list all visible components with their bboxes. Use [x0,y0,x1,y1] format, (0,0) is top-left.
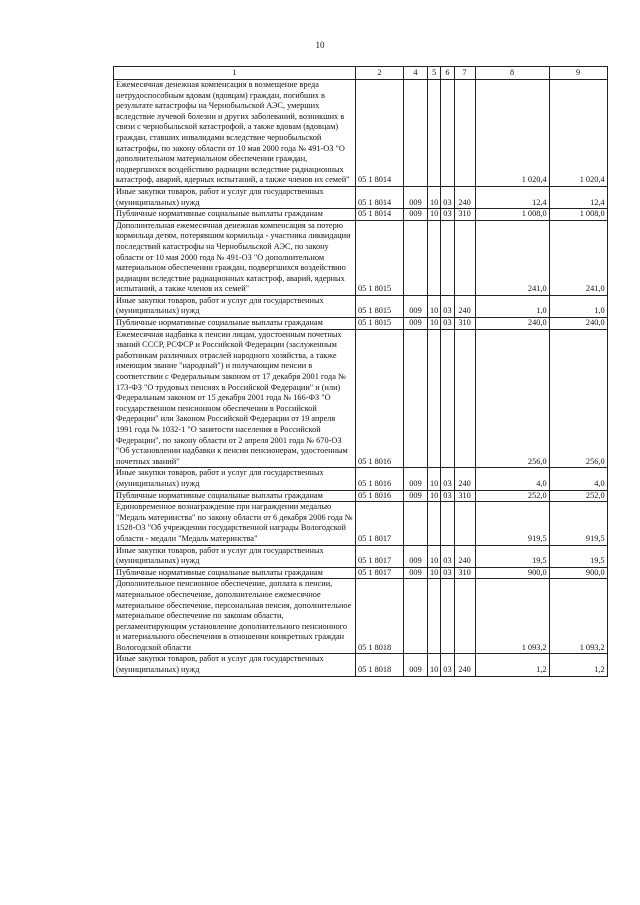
row-c7: 240 [454,295,475,317]
row-c9: 900,0 [549,567,607,579]
row-c6 [441,220,454,295]
row-c4 [404,220,428,295]
table-row [114,80,608,187]
row-c6: 03 [441,490,454,502]
row-c6: 03 [441,318,454,330]
row-c5: 10 [428,468,441,490]
row-c9: 241,0 [549,220,607,295]
row-c6: 03 [441,468,454,490]
row-c4: 009 [404,490,428,502]
row-c9: 919,5 [549,502,607,545]
row-c9: 1,0 [549,295,607,317]
column-header: 8 [475,67,549,80]
row-c4 [404,502,428,545]
table-row [114,329,608,468]
table-row [114,567,608,579]
row-c5 [428,220,441,295]
column-header: 4 [404,67,428,80]
row-name: Ежемесячная надбавка к пенсии лицам, удостоенным почетных званий СССР, РСФСР и Российской Федерации (заслуженным работникам различных отраслей народного хозяйства, а также имеющим звание "народный") и получающим пенсии в соответствии с Федеральным законом от 17 декабря 2001 года № 173-ФЗ "О трудовых пенсиях в Российской Федерации" и (или) Федеральным законом от 15 декабря 2001 года № 166-ФЗ "О государственном пенсионном обеспечении в Российской Федерации" или Законом Российской Федерации от 19 апреля 1991 года № 1032-1 "О занятости населения в Российской Федерации", по закону области от 2 апреля 2001 года № 670-ОЗ "Об установлении надбавки к пенсии пенсионерам, удостоенным почетных званий" [114,329,356,468]
row-c5 [428,579,441,654]
column-header: 6 [441,67,454,80]
row-name: Иные закупки товаров, работ и услуг для государственных (муниципальных) нужд [114,654,356,676]
row-c5: 10 [428,295,441,317]
table-row [114,654,608,676]
row-c7 [454,329,475,468]
row-c8: 19,5 [475,545,549,567]
row-code: 05 1 8017 [356,502,404,545]
column-header: 7 [454,67,475,80]
row-c9: 240,0 [549,318,607,330]
row-code: 05 1 8016 [356,329,404,468]
row-c7: 310 [454,209,475,221]
row-code: 05 1 8017 [356,545,404,567]
row-code: 05 1 8015 [356,220,404,295]
row-c8: 12,4 [475,186,549,208]
row-c4: 009 [404,567,428,579]
row-c6: 03 [441,545,454,567]
budget-table [113,66,608,677]
row-c8: 1 093,2 [475,579,549,654]
row-name: Публичные нормативные социальные выплаты гражданам [114,209,356,221]
row-c7 [454,502,475,545]
row-c4 [404,80,428,187]
row-c9: 19,5 [549,545,607,567]
row-name: Иные закупки товаров, работ и услуг для государственных (муниципальных) нужд [114,468,356,490]
row-name: Публичные нормативные социальные выплаты гражданам [114,490,356,502]
row-c4: 009 [404,186,428,208]
table-header-row [114,67,608,80]
row-c4: 009 [404,468,428,490]
row-code: 05 1 8016 [356,490,404,502]
row-c7: 240 [454,468,475,490]
row-c7 [454,220,475,295]
row-code: 05 1 8015 [356,318,404,330]
row-name: Иные закупки товаров, работ и услуг для государственных (муниципальных) нужд [114,545,356,567]
row-name: Публичные нормативные социальные выплаты гражданам [114,567,356,579]
column-header: 9 [549,67,607,80]
row-c8: 900,0 [475,567,549,579]
row-code: 05 1 8014 [356,209,404,221]
table-row [114,209,608,221]
row-c7: 310 [454,567,475,579]
row-c4: 009 [404,654,428,676]
row-c8: 240,0 [475,318,549,330]
row-c8: 1 008,0 [475,209,549,221]
row-c7: 240 [454,186,475,208]
row-name: Единовременное вознаграждение при награждении медалью "Медаль материнства" по закону области от 6 декабря 2006 года № 1528-ОЗ "Об учреждении государственной награды Вологодской области - медали "Медаль материнства" [114,502,356,545]
row-c7: 310 [454,490,475,502]
row-c5: 10 [428,186,441,208]
row-c5: 10 [428,490,441,502]
row-c7: 310 [454,318,475,330]
row-c6: 03 [441,295,454,317]
row-c8: 1,0 [475,295,549,317]
row-c9: 1 020,4 [549,80,607,187]
row-code: 05 1 8014 [356,186,404,208]
row-name: Ежемесячная денежная компенсация в возмещение вреда нетрудоспособным вдовам (вдовцам) граждан, погибших в результате катастрофы на Чернобыльской АЭС, умерших вследствие лучевой болезни и других заболеваний, возникших в связи с чернобыльской катастрофой, а также вдовам (вдовцам) граждан, ставших инвалидами вследствие чернобыльской катастрофы, по закону области от 10 мая 2000 года № 491-ОЗ "О дополнительном материальном обеспечении граждан, подвергшихся воздействию радиации вследствие радиационных катастроф, аварий, ядерных испытаний, а также членов их семей" [114,80,356,187]
column-header: 2 [356,67,404,80]
row-c5 [428,502,441,545]
row-c4: 009 [404,318,428,330]
row-c7: 240 [454,545,475,567]
row-c5 [428,80,441,187]
table-row [114,502,608,545]
row-code: 05 1 8015 [356,295,404,317]
row-c8: 919,5 [475,502,549,545]
row-c5: 10 [428,567,441,579]
row-name: Дополнительная ежемесячная денежная компенсация за потерю кормильца детям, потерявшим кормильца - участника ликвидации последствий катастрофы на Чернобыльской АЭС, по закону области от 10 мая 2000 года № 491-ОЗ "О дополнительном материальном обеспечении граждан, подвергшихся воздействию радиации вследствие радиационных катастроф, аварий, ядерных испытаний, а также членов их семей" [114,220,356,295]
row-name: Публичные нормативные социальные выплаты гражданам [114,318,356,330]
row-c5: 10 [428,209,441,221]
row-c9: 1,2 [549,654,607,676]
row-c7 [454,579,475,654]
row-c4: 009 [404,209,428,221]
column-header: 5 [428,67,441,80]
table-row [114,468,608,490]
row-c8: 1,2 [475,654,549,676]
row-c9: 12,4 [549,186,607,208]
row-c9: 4,0 [549,468,607,490]
row-c5 [428,329,441,468]
row-c9: 252,0 [549,490,607,502]
row-code: 05 1 8018 [356,654,404,676]
row-c6: 03 [441,186,454,208]
row-c6 [441,502,454,545]
table-row [114,186,608,208]
row-code: 05 1 8018 [356,579,404,654]
row-c9: 1 093,2 [549,579,607,654]
table-row [114,295,608,317]
row-code: 05 1 8016 [356,468,404,490]
row-c9: 1 008,0 [549,209,607,221]
row-c6: 03 [441,654,454,676]
row-c8: 4,0 [475,468,549,490]
row-c8: 252,0 [475,490,549,502]
row-c5: 10 [428,654,441,676]
row-c6: 03 [441,209,454,221]
table-row [114,490,608,502]
row-name: Иные закупки товаров, работ и услуг для государственных (муниципальных) нужд [114,186,356,208]
row-c6: 03 [441,567,454,579]
column-header: 1 [114,67,356,80]
row-name: Иные закупки товаров, работ и услуг для государственных (муниципальных) нужд [114,295,356,317]
row-c4 [404,329,428,468]
row-c6 [441,579,454,654]
row-c8: 241,0 [475,220,549,295]
row-name: Дополнительное пенсионное обеспечение, доплата к пенсии, материальное обеспечение, дополнительное ежемесячное материальное обеспечение, персональная пенсия, дополнительное материальное обеспечение по законам области, регламентирующим установление дополнительного пенсионного и материального обеспечения в отношении конкретных граждан Вологодской области [114,579,356,654]
row-c4 [404,579,428,654]
row-c7 [454,80,475,187]
page-number: 10 [315,40,325,50]
row-c5: 10 [428,318,441,330]
table-row [114,318,608,330]
row-c8: 256,0 [475,329,549,468]
row-c4: 009 [404,545,428,567]
row-code: 05 1 8014 [356,80,404,187]
row-c7: 240 [454,654,475,676]
row-c8: 1 020,4 [475,80,549,187]
row-c4: 009 [404,295,428,317]
table-row [114,579,608,654]
row-c6 [441,80,454,187]
table-row [114,545,608,567]
row-c9: 256,0 [549,329,607,468]
row-code: 05 1 8017 [356,567,404,579]
table-row [114,220,608,295]
row-c5: 10 [428,545,441,567]
row-c6 [441,329,454,468]
